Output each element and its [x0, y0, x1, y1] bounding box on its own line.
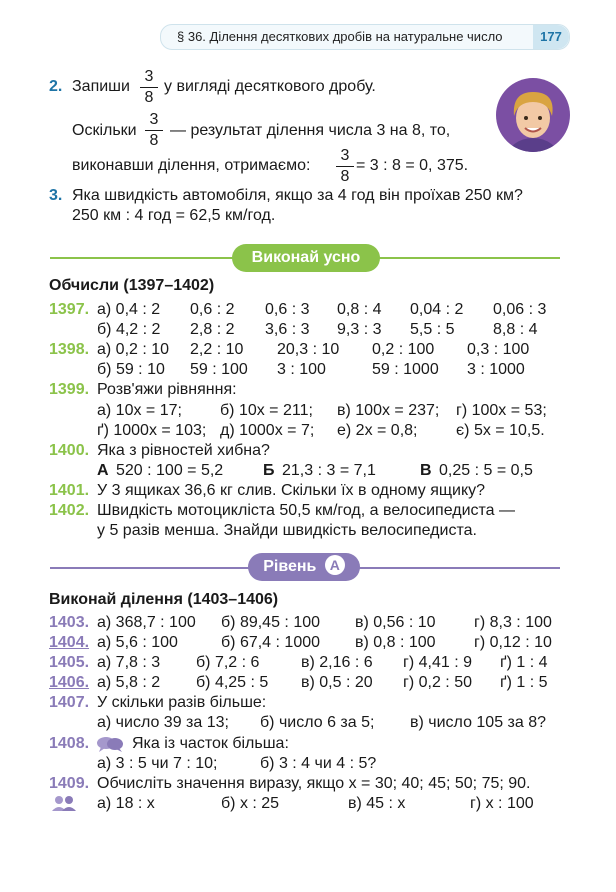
- example-2-line2-b: — результат ділення числа 3 на 8, то,: [170, 122, 451, 139]
- banner-oral: Виконай усно: [232, 244, 380, 272]
- cell: є) 5x = 10,5.: [456, 422, 545, 439]
- cell: б) x : 25: [221, 795, 280, 812]
- cell: 2,8 : 2: [190, 321, 235, 338]
- cell: а) 5,6 : 100: [97, 634, 178, 651]
- fraction-3-8-b: 3 8: [145, 111, 163, 150]
- cell: а) 0,2 : 10: [97, 341, 170, 358]
- cell: 0,6 : 2: [190, 301, 235, 318]
- fraction-3-8-c: 3 8: [336, 147, 354, 186]
- task-1407-question: У скільки разів більше:: [97, 694, 267, 711]
- page-number: 177: [533, 25, 569, 49]
- task-1400-number: 1400.: [49, 442, 90, 459]
- cell: г) 0,2 : 50: [403, 674, 472, 691]
- task-1408-number: 1408.: [49, 735, 90, 752]
- cell: 59 : 1000: [372, 361, 439, 378]
- banner-level: Рівень A: [248, 553, 360, 581]
- cell: в) 0,8 : 100: [355, 634, 436, 651]
- cell: 20,3 : 10: [277, 341, 340, 358]
- cell: в) 45 : x: [348, 795, 406, 812]
- task-1405-number: 1405.: [49, 654, 90, 671]
- cell: г) 4,41 : 9: [403, 654, 472, 671]
- cell: б) 3 : 4 чи 4 : 5?: [260, 755, 377, 772]
- cell: ґ) 1 : 4: [500, 654, 548, 671]
- task-1402-line2: у 5 разів менша. Знайди швидкість велосипедиста.: [97, 522, 477, 539]
- cell: б) 7,2 : 6: [196, 654, 260, 671]
- task-1398-number: 1398.: [49, 341, 90, 358]
- cell: е) 2x = 0,8;: [337, 422, 418, 439]
- task-1399-question: Розв'яжи рівняння:: [97, 381, 237, 398]
- child-avatar: [496, 78, 570, 152]
- task-1402-line1: Швидкість мотоцикліста 50,5 км/год, а велосипедиста —: [97, 502, 516, 519]
- cell: б) 59 : 10: [97, 361, 165, 378]
- example-3-question: Яка швидкість автомобіля, якщо за 4 год він проїхав 250 км?: [72, 187, 523, 204]
- cell: 59 : 100: [190, 361, 248, 378]
- cell: б) 89,45 : 100: [221, 614, 321, 631]
- task-1409-question: Обчисліть значення виразу, якщо x = 30; 40; 45; 50; 75; 90.: [97, 775, 531, 792]
- task-1401-question: У 3 ящиках 36,6 кг слив. Скільки їх в одному ящику?: [97, 482, 486, 499]
- example-2-line3-a: виконавши ділення, отримаємо:: [72, 157, 311, 174]
- cell: а) 5,8 : 2: [97, 674, 161, 691]
- section-title-2: Виконай ділення (1403–1406): [49, 591, 279, 608]
- cell: г) 0,12 : 10: [474, 634, 552, 651]
- cell: г) 100x = 53;: [456, 402, 547, 419]
- cell: д) 1000x = 7;: [220, 422, 315, 439]
- example-3-answer: 250 км : 4 год = 62,5 км/год.: [72, 207, 276, 224]
- task-1402-number: 1402.: [49, 502, 90, 519]
- task-1408-question: Яка із часток більша:: [132, 735, 289, 752]
- option-key: В: [420, 462, 432, 479]
- cell: 3 : 1000: [467, 361, 525, 378]
- cell: а) 10x = 17;: [97, 402, 182, 419]
- option-key: А: [97, 462, 109, 479]
- section-title-1: Обчисли (1397–1402): [49, 277, 215, 294]
- cell: 8,8 : 4: [493, 321, 538, 338]
- header-title: § 36. Ділення десяткових дробів на натуральне число: [177, 29, 503, 44]
- cell: а) 3 : 5 чи 7 : 10;: [97, 755, 218, 772]
- example-2-q2: у вигляді десяткового дробу.: [164, 78, 376, 95]
- example-2-line2-a: Оскільки: [72, 122, 137, 139]
- cell: в) 0,5 : 20: [301, 674, 373, 691]
- task-1409-number: 1409.: [49, 775, 90, 792]
- option-value: 520 : 100 = 5,2: [116, 462, 224, 479]
- pair-work-icon: [50, 794, 78, 817]
- cell: 0,3 : 100: [467, 341, 530, 358]
- cell: 0,2 : 100: [372, 341, 435, 358]
- task-1401-number: 1401.: [49, 482, 90, 499]
- option-key: Б: [263, 462, 275, 479]
- task-1407-number: 1407.: [49, 694, 90, 711]
- cell: 9,3 : 3: [337, 321, 382, 338]
- cell: 0,04 : 2: [410, 301, 464, 318]
- fraction-3-8: 3 8: [140, 68, 158, 107]
- example-2-line3-b: = 3 : 8 = 0, 375.: [356, 157, 469, 174]
- cell: 3,6 : 3: [265, 321, 310, 338]
- task-1397-number: 1397.: [49, 301, 90, 318]
- cell: ґ) 1 : 5: [500, 674, 548, 691]
- example-3-number: 3.: [49, 187, 63, 204]
- cell: а) 18 : x: [97, 795, 155, 812]
- cell: 2,2 : 10: [190, 341, 244, 358]
- cell: в) 0,56 : 10: [355, 614, 436, 631]
- cell: 5,5 : 5: [410, 321, 455, 338]
- cell: а) 368,7 : 100: [97, 614, 196, 631]
- cell: б) 4,25 : 5: [196, 674, 269, 691]
- cell: б) число 6 за 5;: [260, 714, 375, 731]
- task-1404-number: 1404.: [49, 634, 90, 651]
- task-1400-question: Яка з рівностей хибна?: [97, 442, 270, 459]
- cell: 3 : 100: [277, 361, 326, 378]
- task-1403-number: 1403.: [49, 614, 90, 631]
- cell: а) 7,8 : 3: [97, 654, 161, 671]
- cell: ґ) 1000x = 103;: [97, 422, 207, 439]
- task-1406-number: 1406.: [49, 674, 90, 691]
- cell: 0,8 : 4: [337, 301, 382, 318]
- cell: 0,06 : 3: [493, 301, 547, 318]
- cell: а) 0,4 : 2: [97, 301, 161, 318]
- cell: а) число 39 за 13;: [97, 714, 229, 731]
- cell: б) 4,2 : 2: [97, 321, 161, 338]
- running-header: [160, 24, 570, 50]
- cell: б) 67,4 : 1000: [221, 634, 321, 651]
- task-1399-number: 1399.: [49, 381, 90, 398]
- option-value: 0,25 : 5 = 0,5: [439, 462, 533, 479]
- level-badge: A: [325, 555, 345, 575]
- example-2-number: 2.: [49, 78, 63, 95]
- cell: в) 2,16 : 6: [301, 654, 373, 671]
- cell: в) 100x = 237;: [337, 402, 440, 419]
- option-value: 21,3 : 3 = 7,1: [282, 462, 376, 479]
- cell: б) 10x = 211;: [220, 402, 313, 419]
- example-2-q1: Запиши: [72, 78, 130, 95]
- cell: г) 8,3 : 100: [474, 614, 552, 631]
- cell: в) число 105 за 8?: [410, 714, 547, 731]
- cell: 0,6 : 3: [265, 301, 310, 318]
- cell: г) x : 100: [470, 795, 534, 812]
